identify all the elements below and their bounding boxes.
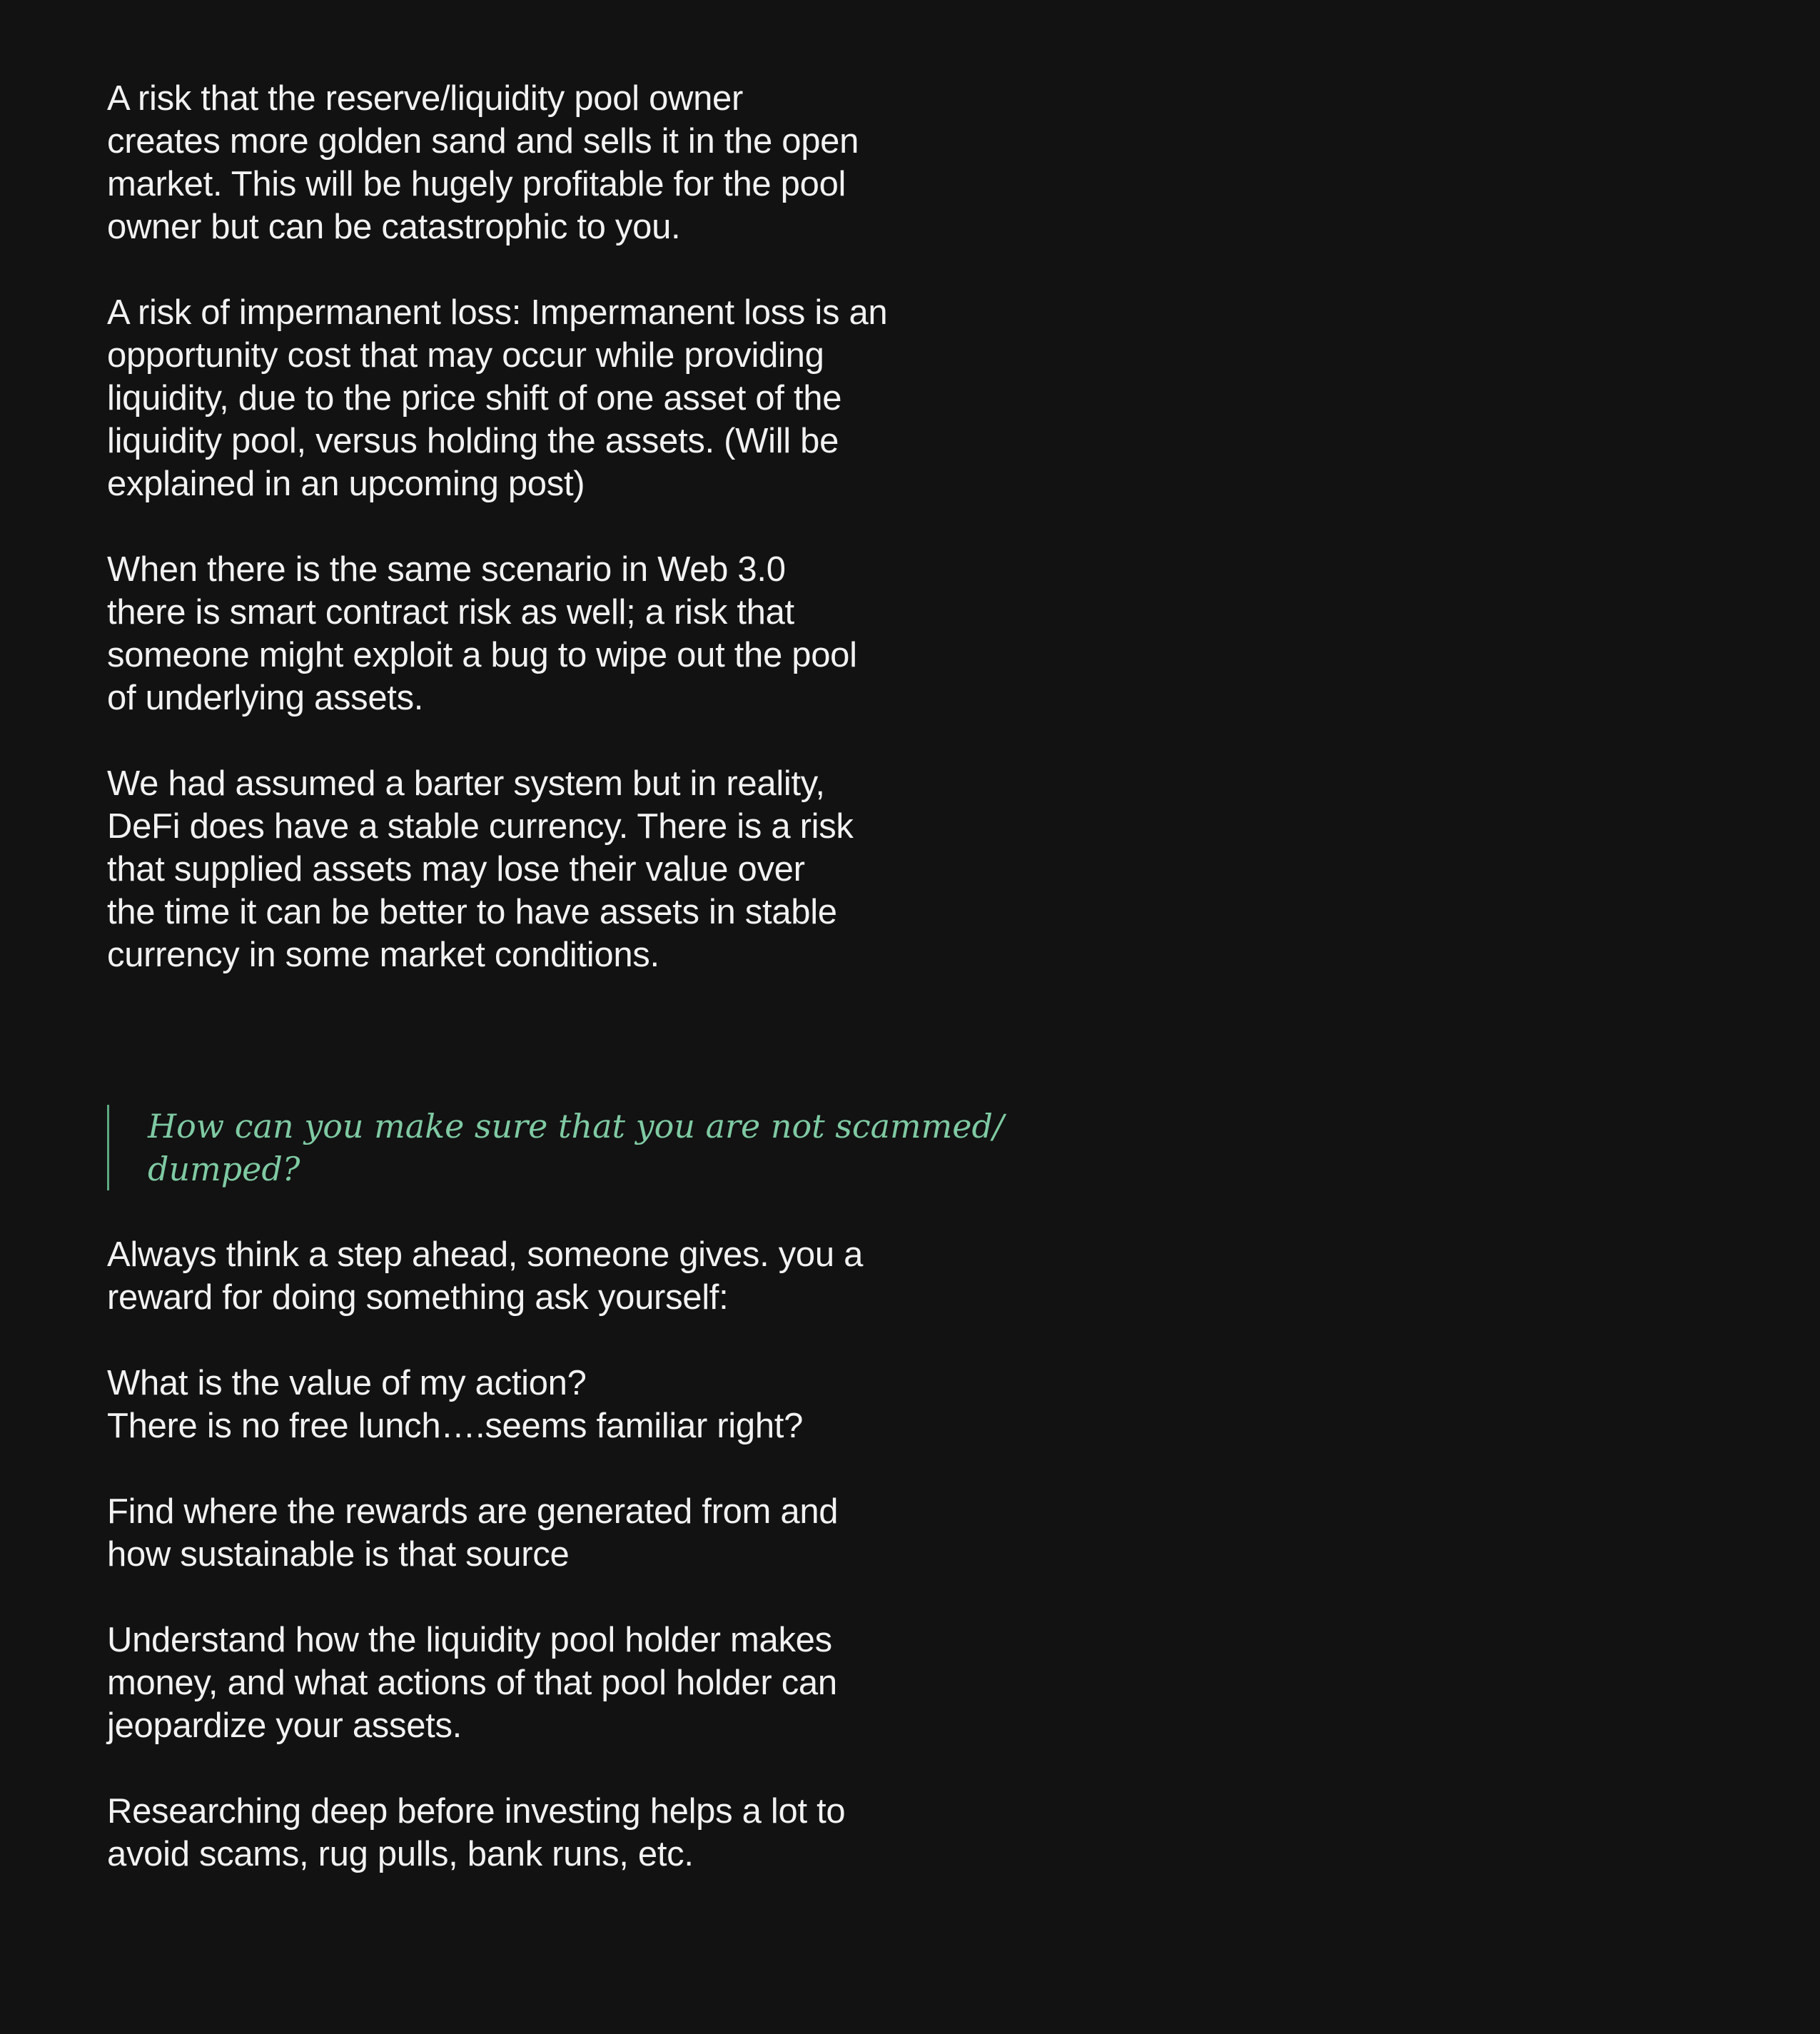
text-line: avoid scams, rug pulls, bank runs, etc. [107, 1835, 694, 1873]
paragraph-rewards-source [107, 1490, 906, 1576]
paragraph-research-deep [107, 1790, 906, 1876]
text-line: Researching deep before investing helps a lot to [107, 1792, 846, 1831]
text-line: Find where the rewards are generated from and [107, 1492, 839, 1531]
text-line: creates more golden sand and sells it in the open [107, 122, 859, 161]
quote-line: dumped? [148, 1150, 300, 1188]
text-line: market. This will be hugely profitable for the pool [107, 165, 846, 203]
quote-line: How can you make sure that you are not scammed/ [148, 1107, 1004, 1145]
pull-quote [107, 1105, 1004, 1190]
text-line: Understand how the liquidity pool holder makes [107, 1621, 832, 1659]
text-line: currency in some market conditions. [107, 936, 659, 974]
text-line: owner but can be catastrophic to you. [107, 208, 681, 246]
text-line: There is no free lunch….seems familiar right? [107, 1407, 804, 1445]
paragraph-pool-holder-money [107, 1619, 906, 1747]
text-line: how sustainable is that source [107, 1535, 570, 1574]
text-line: What is the value of my action? [107, 1364, 587, 1402]
text-line: someone might exploit a bug to wipe out the pool [107, 636, 857, 674]
text-line: A risk of impermanent loss: Impermanent loss is an [107, 293, 888, 332]
text-line: that supplied assets may lose their value over [107, 850, 805, 889]
paragraph-smart-contract-risk [107, 548, 906, 719]
text-line: reward for doing something ask yourself: [107, 1278, 729, 1317]
text-line: opportunity cost that may occur while providing [107, 336, 824, 375]
section-spacer [107, 1019, 906, 1105]
text-line: liquidity, due to the price shift of one asset of the [107, 379, 842, 418]
text-line: We had assumed a barter system but in reality, [107, 764, 825, 803]
text-line: money, and what actions of that pool holder can [107, 1664, 837, 1702]
text-line: explained in an upcoming post) [107, 465, 585, 503]
text-line: Always think a step ahead, someone gives. you a [107, 1235, 864, 1274]
paragraph-value-of-action [107, 1362, 906, 1447]
paragraph-impermanent-loss [107, 291, 906, 505]
paragraph-stable-currency [107, 762, 906, 976]
text-line: the time it can be better to have assets in stable [107, 893, 837, 931]
text-line: DeFi does have a stable currency. There is a risk [107, 807, 854, 846]
text-line: jeopardize your assets. [107, 1706, 462, 1745]
text-line: When there is the same scenario in Web 3.0 [107, 550, 786, 589]
paragraph-think-ahead [107, 1233, 906, 1319]
text-line: liquidity pool, versus holding the assets. (Will be [107, 422, 839, 460]
text-line: of underlying assets. [107, 679, 424, 717]
paragraph-pool-owner-risk [107, 77, 906, 248]
text-line: A risk that the reserve/liquidity pool owner [107, 79, 744, 118]
article-body [107, 77, 1004, 1918]
text-line: there is smart contract risk as well; a risk that [107, 593, 794, 632]
